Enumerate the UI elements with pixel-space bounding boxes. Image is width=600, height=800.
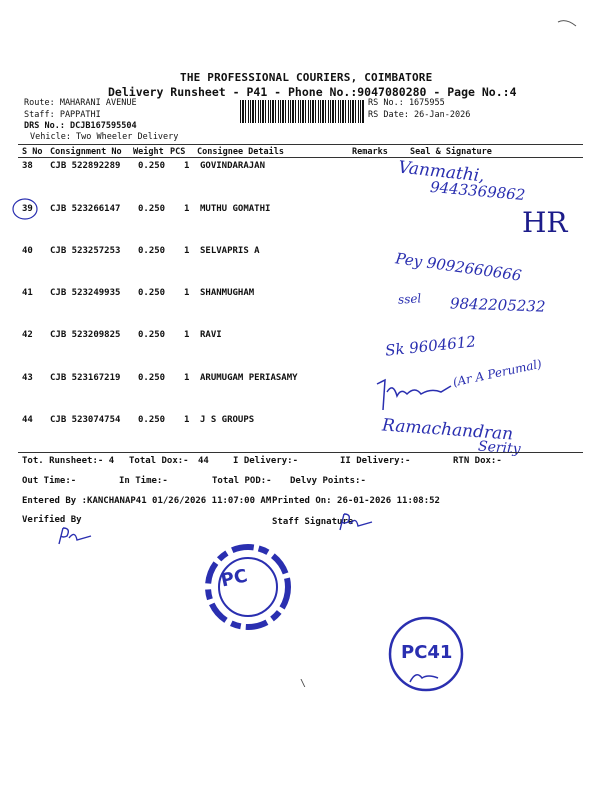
rtn-dox: RTN Dox:- bbox=[453, 456, 502, 466]
row-pcs: 1 bbox=[184, 288, 190, 298]
col-weight: Weight bbox=[133, 147, 164, 157]
row-weight: 0.250 bbox=[138, 204, 166, 214]
total-pod: Total POD:- bbox=[212, 476, 272, 486]
signature-row38-phone: 9443369862 bbox=[429, 177, 527, 205]
header-top-rule bbox=[18, 144, 583, 145]
signature-row41-phone: 9842205232 bbox=[449, 294, 546, 316]
signature-row43-scrawl-icon bbox=[375, 372, 455, 412]
row-consignee: MUTHU GOMATHI bbox=[200, 204, 271, 214]
row-pcs: 1 bbox=[184, 161, 190, 171]
row-consignment: CJB 523257253 bbox=[50, 246, 121, 256]
col-consignee: Consignee Details bbox=[197, 147, 284, 157]
signature-row44-extra: Serity bbox=[477, 438, 522, 458]
row-consignment: CJB 523249935 bbox=[50, 288, 121, 298]
row-consignee: J S GROUPS bbox=[200, 415, 255, 425]
row-weight: 0.250 bbox=[138, 415, 166, 425]
col-remarks: Remarks bbox=[352, 147, 388, 157]
delvy-points: Delvy Points:- bbox=[290, 476, 366, 486]
footer-rule bbox=[18, 452, 583, 453]
printed-on: Printed On: 26-01-2026 11:08:52 bbox=[272, 496, 440, 506]
row-pcs: 1 bbox=[184, 373, 190, 383]
signature-row38-name: Vanmathi, bbox=[397, 157, 486, 187]
out-time: Out Time:- bbox=[22, 476, 77, 486]
row-sno: 42 bbox=[22, 330, 33, 340]
row-weight: 0.250 bbox=[138, 246, 166, 256]
row-consignment: CJB 522892289 bbox=[50, 161, 121, 171]
signature-row44-name: Ramachandran bbox=[381, 415, 514, 445]
row-pcs: 1 bbox=[184, 415, 190, 425]
row-sno: 39 bbox=[22, 204, 33, 214]
staff-text: Staff: PAPPATHI bbox=[24, 110, 101, 120]
circle-mark-icon bbox=[10, 196, 40, 222]
staff-initials-icon bbox=[336, 510, 376, 534]
signature-row42: Sk 9604612 bbox=[384, 332, 477, 360]
corner-mark-icon bbox=[556, 16, 580, 30]
row-weight: 0.250 bbox=[138, 161, 166, 171]
row-pcs: 1 bbox=[184, 330, 190, 340]
row-consignee: SHANMUGHAM bbox=[200, 288, 255, 298]
row-consignment: CJB 523266147 bbox=[50, 204, 121, 214]
i-delivery: I Delivery:- bbox=[233, 456, 299, 466]
total-dox-value: 44 bbox=[198, 456, 209, 466]
row-consignee: SELVAPRIS A bbox=[200, 246, 260, 256]
stamp1-text: PC bbox=[219, 565, 250, 592]
rs-number: RS No.: 1675955 bbox=[368, 98, 445, 108]
row-sno: 40 bbox=[22, 246, 33, 256]
in-time: In Time:- bbox=[119, 476, 168, 486]
row-consignee: RAVI bbox=[200, 330, 222, 340]
row-consignment: CJB 523167219 bbox=[50, 373, 121, 383]
signature-row41-name: ssel bbox=[397, 291, 422, 307]
signature-row40: Pey 9092660666 bbox=[394, 249, 523, 285]
table-row bbox=[18, 204, 583, 240]
ii-delivery: II Delivery:- bbox=[340, 456, 411, 466]
col-consignment: Consignment No bbox=[50, 147, 122, 157]
staff-signature-label: Staff Signature bbox=[272, 517, 354, 527]
header-bottom-rule bbox=[18, 157, 583, 158]
row-pcs: 1 bbox=[184, 246, 190, 256]
runsheet-barcode bbox=[240, 100, 365, 123]
row-pcs: 1 bbox=[184, 204, 190, 214]
rs-date: RS Date: 26-Jan-2026 bbox=[368, 110, 471, 120]
drs-number: DRS No.: DCJB167595504 bbox=[24, 121, 137, 131]
company-title: THE PROFESSIONAL COURIERS, COIMBATORE bbox=[180, 71, 433, 84]
route-text: Route: MAHARANI AVENUE bbox=[24, 98, 137, 108]
row-consignment: CJB 523074754 bbox=[50, 415, 121, 425]
stamp2-text: PC41 bbox=[401, 642, 453, 663]
row-weight: 0.250 bbox=[138, 330, 166, 340]
verified-initials-icon bbox=[55, 524, 95, 548]
col-sno: S No bbox=[22, 147, 43, 157]
runsheet-subtitle: Delivery Runsheet - P41 - Phone No.:9047080280 - Page No.:4 bbox=[108, 85, 517, 99]
tot-runsheet: Tot. Runsheet:- 4 bbox=[22, 456, 115, 466]
row-sno: 44 bbox=[22, 415, 33, 425]
total-dox-label: Total Dox:- bbox=[129, 456, 189, 466]
col-seal-signature: Seal & Signature bbox=[410, 147, 492, 157]
row-consignment: CJB 523209825 bbox=[50, 330, 121, 340]
company-stamp-icon bbox=[200, 540, 298, 634]
row-sno: 38 bbox=[22, 161, 33, 171]
row-weight: 0.250 bbox=[138, 373, 166, 383]
signature-row39: HR bbox=[522, 206, 568, 239]
signature-row43: (Ar A Perumal) bbox=[451, 356, 544, 390]
table-row bbox=[18, 330, 583, 366]
row-weight: 0.250 bbox=[138, 288, 166, 298]
row-consignee: GOVINDARAJAN bbox=[200, 161, 266, 171]
stray-mark: \ bbox=[300, 678, 307, 689]
verified-by-label: Verified By bbox=[22, 515, 82, 525]
row-sno: 43 bbox=[22, 373, 33, 383]
col-pcs: PCS bbox=[170, 147, 186, 157]
entered-by: Entered By :KANCHANAP41 01/26/2026 11:07:00 AM bbox=[22, 496, 272, 506]
row-sno: 41 bbox=[22, 288, 33, 298]
row-consignee: ARUMUGAM PERIASAMY bbox=[200, 373, 298, 383]
vehicle-text: Vehicle: Two Wheeler Delivery bbox=[30, 132, 179, 142]
